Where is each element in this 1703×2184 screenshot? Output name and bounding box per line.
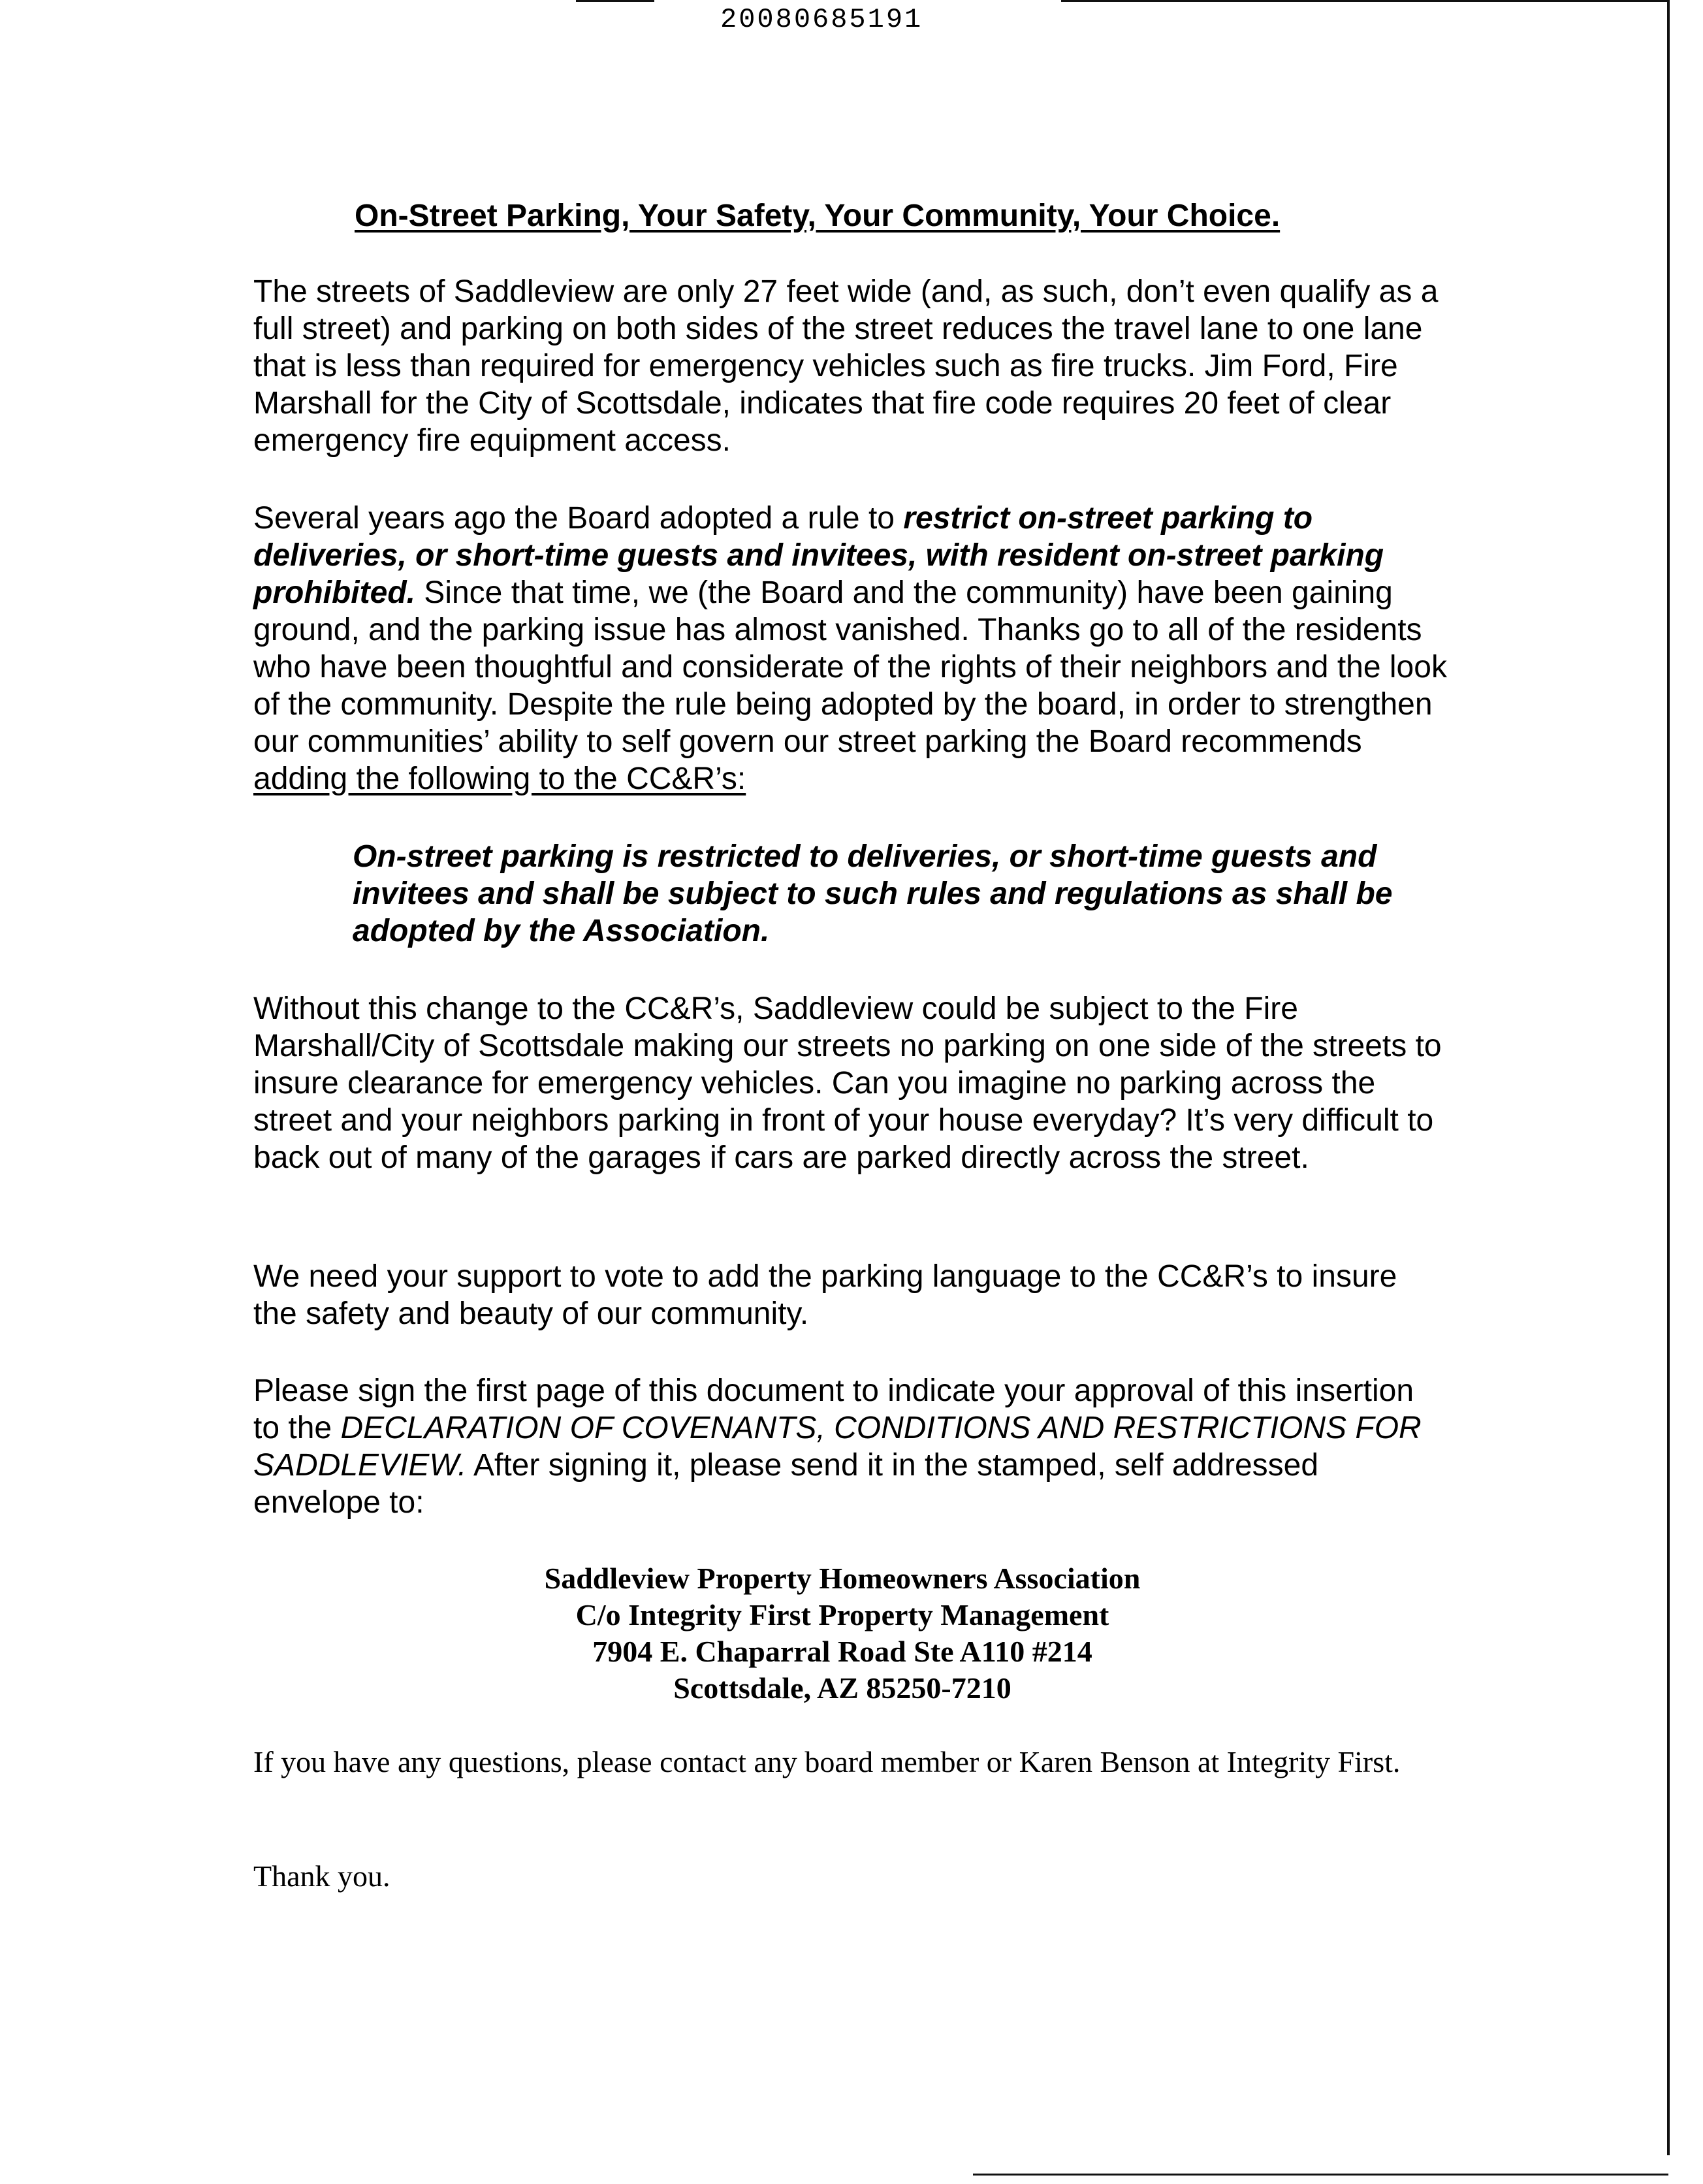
address-line-1: Saddleview Property Homeowners Association	[544, 1562, 1141, 1595]
paragraph-contact: If you have any questions, please contact any board member or Karen Benson at Integrity First.	[253, 1745, 1401, 1778]
sign-instructions-intro: Please sign the first page of this document to indicate your approval of this insertion to the	[253, 1373, 1414, 1445]
board-rule-emphasis: restrict on-street parking to deliveries, or short-time guests and invitees, with resident on-street parking prohibited.	[253, 501, 1384, 610]
sign-instructions-outro: After signing it, please send it in the stamped, self addressed envelope to:	[253, 1448, 1319, 1520]
paragraph-street-width: The streets of Saddleview are only 27 feet wide (and, as such, don’t even qualify as a full street) and parking on both sides of the street reduces the travel lane to one lane that is less than required for emergency vehicles such as fire trucks. Jim Ford, Fire Marshall for the City of Scottsdale, indicates that fire code requires 20 feet of clear emergency fire equipment access.	[253, 274, 1439, 458]
address-line-2: C/o Integrity First Property Management	[575, 1598, 1109, 1631]
declaration-title: DECLARATION OF COVENANTS, CONDITIONS AND RESTRICTIONS FOR SADDLEVIEW.	[253, 1411, 1422, 1483]
closing-line: Thank you.	[253, 1859, 390, 1893]
board-rule-underlined: adding the following to the CC&R’s:	[253, 762, 746, 796]
board-rule-body: Since that time, we (the Board and the community) have been gaining ground, and the parking issue has almost vanished. Thanks go to all of the residents who have been thoughtful and considerate of the rights of their neighbors and the look of the community. Despite the rule being adopted by the board, in order to strengthen our communities’ ability to self govern our street parking the Board recommends	[253, 575, 1447, 759]
paragraph-without-change: Without this change to the CC&R’s, Saddleview could be subject to the Fire Marshall/City of Scottsdale making our streets no parking on one side of the streets to insure clearance for emergency vehicles. Can you imagine no parking across the street and your neighbors parking in front of your house everyday? It’s very difficult to back out of many of the garages if cars are parked directly across the street.	[253, 991, 1442, 1175]
paragraph-board-rule	[253, 500, 1448, 797]
address-line-3: 7904 E. Chaparral Road Ste A110 #214	[592, 1635, 1092, 1668]
scan-artifact-edge	[1667, 0, 1670, 2155]
mailing-address	[418, 1560, 1267, 1707]
scan-artifact-line-right	[1061, 0, 1668, 2]
page-title: On-Street Parking, Your Safety, Your Community, Your Choice.	[355, 199, 1281, 233]
scan-artifact-line-bottom	[973, 2174, 1668, 2176]
address-line-4: Scottsdale, AZ 85250-7210	[673, 1671, 1011, 1705]
paragraph-support-vote: We need your support to vote to add the parking language to the CC&R’s to insure the safety and beauty of our community.	[253, 1259, 1397, 1331]
proposed-amendment-quote: On-street parking is restricted to deliveries, or short-time guests and invitees and shall be subject to such rules and regulations as shall be adopted by the Association.	[353, 839, 1393, 948]
paragraph-sign-instructions	[253, 1372, 1448, 1521]
scan-artifact-line-left	[576, 0, 654, 2]
board-rule-intro: Several years ago the Board adopted a rule to	[253, 501, 904, 536]
document-number: 20080685191	[720, 4, 923, 35]
